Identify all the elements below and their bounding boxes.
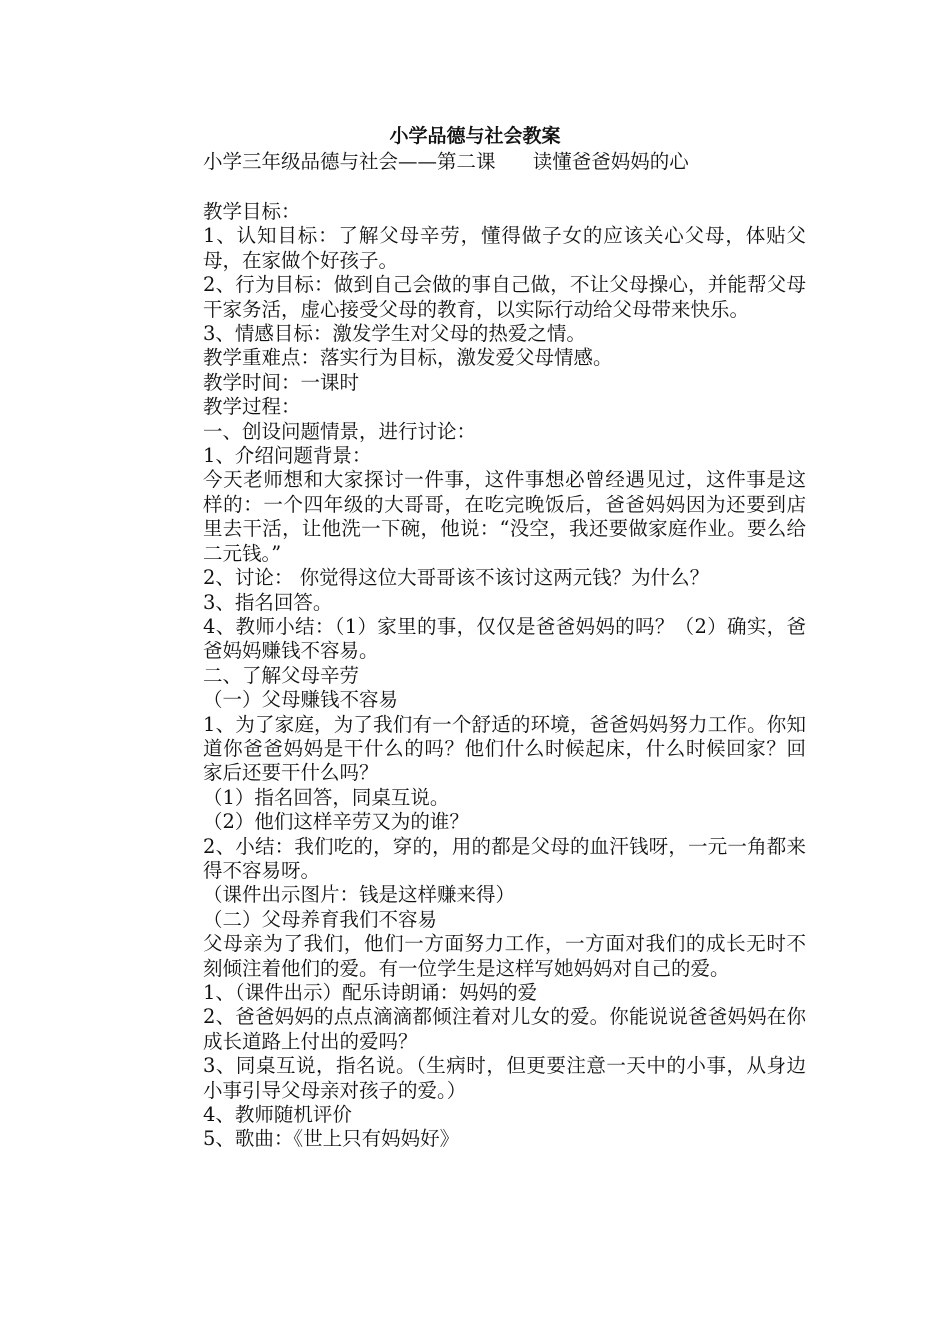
paragraph: （2）他们这样辛劳又为的谁？ [203, 810, 469, 834]
paragraph: 2、小结：我们吃的，穿的，用的都是父母的血汗钱呀，一元一角都来得不容易呀。 [203, 834, 806, 882]
paragraph: 1、认知目标：了解父母辛劳，懂得做子女的应该关心父母，体贴父母，在家做个好孩子。 [203, 224, 806, 272]
paragraph: 4、教师小结：（1）家里的事，仅仅是爸爸妈妈的吗？（2）确实，爸爸妈妈赚钱不容易。 [203, 614, 806, 663]
paragraph: 教学重难点：落实行为目标，激发爱父母情感。 [203, 346, 613, 370]
paragraph: 2、讨论： 你觉得这位大哥哥该不该讨这两元钱？为什么？ [203, 566, 710, 590]
document-subtitle: 小学三年级品德与社会——第二课 读懂爸爸妈妈的心 [203, 150, 689, 173]
paragraph: 4、教师随机评价 [203, 1103, 352, 1127]
paragraph: 3、情感目标：激发学生对父母的热爱之情。 [203, 322, 586, 346]
document-title: 小学品德与社会教案 [389, 125, 561, 147]
paragraph: 教学目标： [203, 200, 301, 223]
paragraph: 2、行为目标：做到自己会做的事自己做，不让父母操心，并能帮父母干家务活，虚心接受父母的教育，以实际行动给父母带来快乐。 [203, 273, 806, 321]
paragraph: 今天老师想和大家探讨一件事，这件事想必曾经遇见过，这件事是这样的：一个四年级的大哥哥，在吃完晚饭后，爸爸妈妈因为还要到店里去干活，让他洗一下碗，他说：“没空，我还要做家庭作业。要么给二元钱。” [203, 468, 806, 565]
paragraph: 1、（课件出示）配乐诗朗诵：妈妈的爱 [203, 981, 538, 1004]
paragraph: （一）父母赚钱不容易 [203, 688, 399, 712]
paragraph: 教学时间：一课时 [203, 370, 360, 394]
paragraph: 5、歌曲：《世上只有妈妈好》 [203, 1127, 460, 1151]
paragraph: 3、同桌互说，指名说。（生病时，但更要注意一天中的小事，从身边小事引导父母亲对孩子的爱。） [203, 1054, 806, 1102]
paragraph: 一、创设问题情景，进行讨论： [203, 419, 477, 443]
paragraph: （1）指名回答，同桌互说。 [203, 785, 450, 809]
paragraph: 3、指名回答。 [203, 590, 333, 614]
paragraph: 教学过程： [203, 395, 301, 419]
paragraph: 二、了解父母辛劳 [203, 663, 360, 687]
paragraph: 1、介绍问题背景： [203, 444, 372, 468]
paragraph: 父母亲为了我们，他们一方面努力工作，一方面对我们的成长无时不刻倾注着他们的爱。有一位学生是这样写她妈妈对自己的爱。 [203, 932, 806, 980]
paragraph: （课件出示图片：钱是这样赚来得） [203, 883, 516, 907]
paragraph: （二）父母养育我们不容易 [203, 907, 438, 931]
paragraph: 2、爸爸妈妈的点点滴滴都倾注着对儿女的爱。你能说说爸爸妈妈在你成长道路上付出的爱吗？ [203, 1005, 806, 1053]
paragraph: 1、为了家庭，为了我们有一个舒适的环境，爸爸妈妈努力工作。你知道你爸爸妈妈是干什么的吗？他们什么时候起床，什么时候回家？回家后还要干什么吗？ [203, 712, 806, 785]
document-body [203, 200, 806, 1152]
